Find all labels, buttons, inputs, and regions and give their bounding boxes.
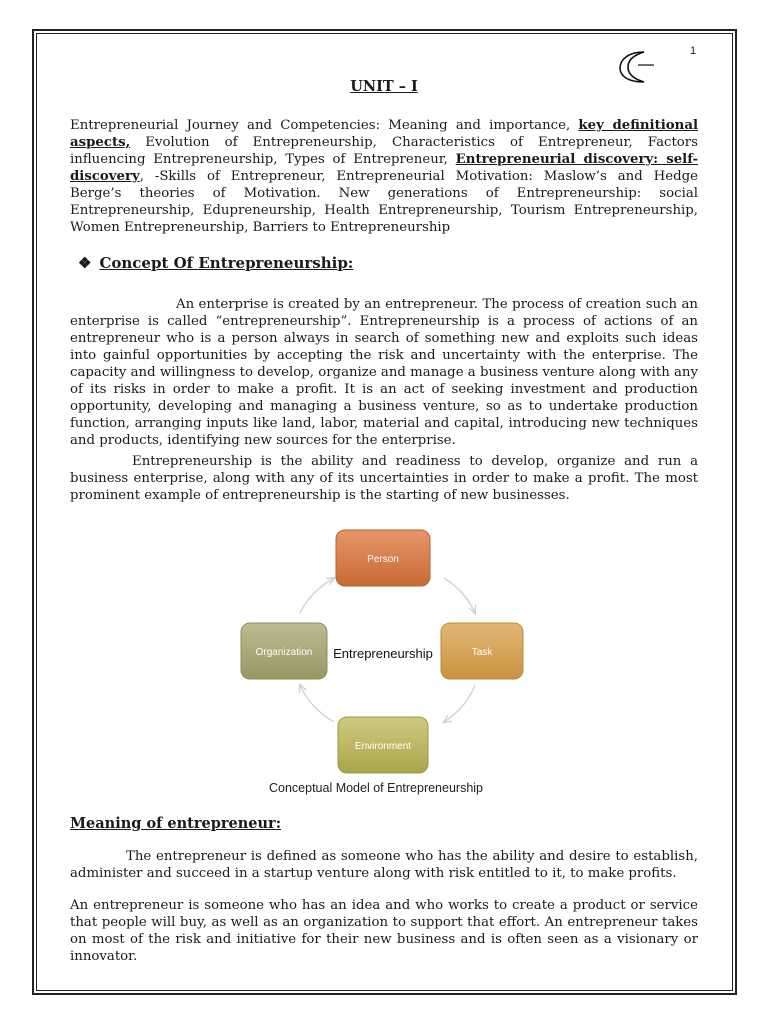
diagram-caption: Conceptual Model of Entrepreneurship <box>268 781 484 795</box>
node-task <box>441 623 523 679</box>
arrow-person-to-task <box>444 578 475 613</box>
concept-heading: ❖ Concept Of Entrepreneurship: <box>78 254 354 272</box>
node-person <box>336 530 430 586</box>
concept-paragraph-2: Entrepreneurship is the ability and readiness to develop, organize and run a business enterprise, along with any of its uncertainties in order to make a profit. The most prominent example of entrepreneurship is the starting of new businesses. <box>70 454 698 503</box>
meaning-heading: Meaning of entrepreneur: <box>70 815 282 832</box>
page-number: 1 <box>690 45 697 57</box>
self-discovery-text: Entrepreneurial discovery: self- discovery <box>70 152 698 184</box>
arrow-task-to-environment <box>444 685 475 722</box>
svg-text:Task: Task <box>471 647 493 658</box>
conceptual-model-diagram <box>230 520 540 810</box>
svg-text:Environment: Environment <box>354 741 412 752</box>
arrow-environment-to-organization <box>300 685 334 722</box>
unit-title: UNIT – I <box>350 78 418 95</box>
diagram-center-label: Entrepreneurship <box>333 646 433 661</box>
svg-text:Person: Person <box>367 554 399 565</box>
concept-paragraph-1: An enterprise is created by an entrepreneur. The process of creation such an enterprise is called “entrepreneurship”. Entrepreneurship is a process of actions of an entrepreneur who is a person always in search of something new and exploits such ideas into gainful opportunities by accepting the risk and uncertainty with the enterprise. The capacity and willingness to develop, organize and manage a business venture along with any of its risks in order to make a profit. It is an act of seeking investment and production opportunity, developing and managing a business venture, so as to undertake production function, arranging inputs like land, labor, material and capital, introducing new techniques and products, identifying new sources for the enterprise. <box>70 297 698 448</box>
syllabus-paragraph: Entrepreneurial Journey and Competencies: Meaning and importance, key definitional aspects, Evolution of Entrepreneurship, Characteristics of Entrepreneur, Factors influencing Entrepreneurship, Types of Entrepreneur, Entrepreneurial discovery: self- discovery, -Skills of Entrepreneur, Entrepreneurial Motivation: Maslow’s and Hedge Berge’s theories of Motivation. New generations of Entrepreneurship: social Entrepreneurship, Edupreneurship, Health Entrepreneurship, Tourism Entrepreneurship, Women Entrepreneurship, Barriers to Entrepreneurship <box>70 118 698 235</box>
meaning-paragraph-2: An entrepreneur is someone who has an idea and who works to create a product or service that people will buy, as well as an organization to support that effort. An entrepreneur takes on most of the risk and initiative for their new business and is often seen as a visionary or innovator. <box>70 898 698 964</box>
key-aspects-link-text: key definitional aspects, <box>70 118 698 150</box>
diamond-bullet-icon: ❖ <box>78 254 92 272</box>
arrow-organization-to-person <box>300 578 334 613</box>
meaning-paragraph-1: The entrepreneur is defined as someone who has the ability and desire to establish, administer and succeed in a startup venture along with risk entitled to it, to make profits. <box>70 849 698 881</box>
node-organization <box>241 623 327 679</box>
svg-text:Organization: Organization <box>255 647 313 658</box>
node-environment <box>338 717 428 773</box>
